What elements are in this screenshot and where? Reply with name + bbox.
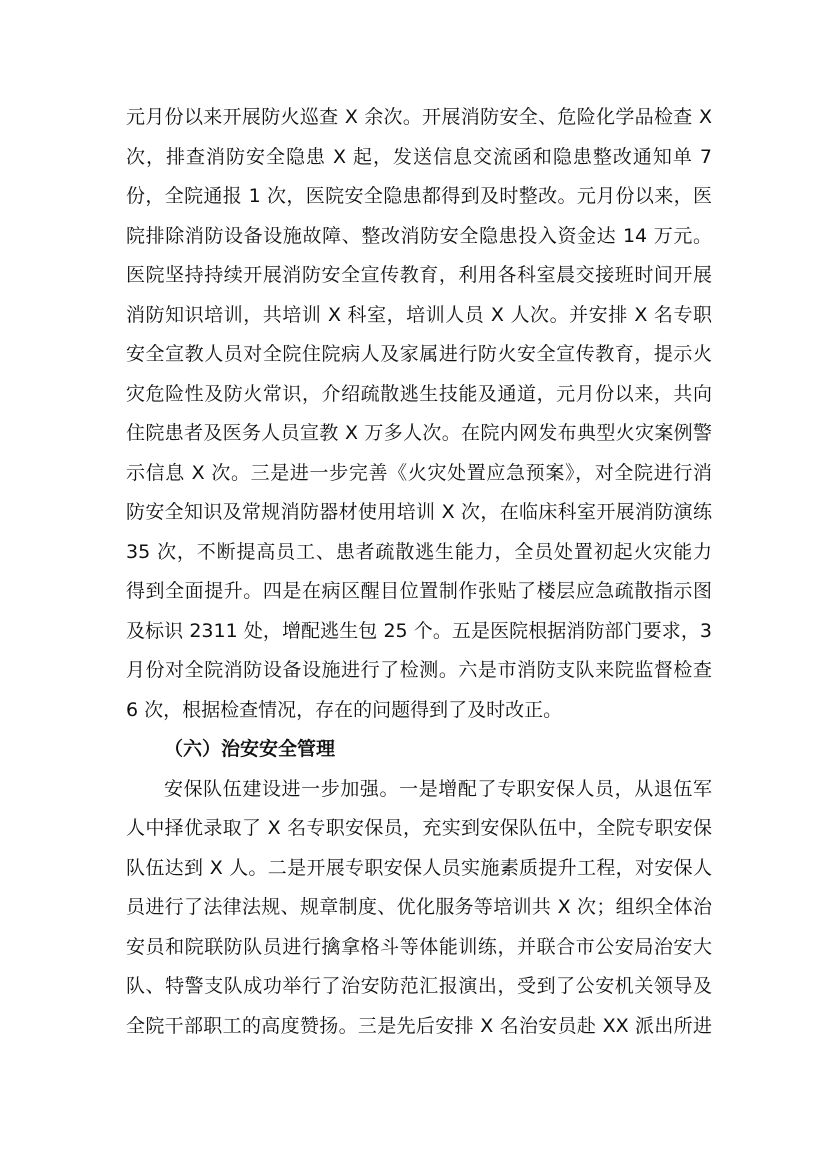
text-line: 元月份以来开展防火巡查 X 余次。开展消防安全、危险化学品检查 X xyxy=(126,106,712,128)
text-line: 6 次，根据检查情况，存在的问题得到了及时改正。 xyxy=(126,698,563,721)
text-line: 份，全院通报 1 次，医院安全隐患都得到及时整改。元月份以来，医 xyxy=(126,185,712,207)
text-line: 次，排查消防安全隐患 X 起，发送信息交流函和隐患整改通知单 7 xyxy=(126,145,712,168)
text-line: 月份对全院消防设备设施进行了检测。六是市消防支队来院监督检查 xyxy=(126,659,712,681)
text-line: 及标识 2311 处，增配逃生包 25 个。五是医院根据消防部门要求，3 xyxy=(126,619,712,642)
text-line: 得到全面提升。四是在病区醒目位置制作张贴了楼层应急疏散指示图 xyxy=(126,580,712,602)
text-line: 安保队伍建设进一步加强。一是增配了专职安保人员，从退伍军 xyxy=(164,777,712,800)
text-line: 35 次，不断提高员工、患者疏散逃生能力，全员处置初起火灾能力 xyxy=(126,540,712,563)
text-line: 安员和院联防队员进行擒拿格斗等体能训练，并联合市公安局治安大 xyxy=(126,935,712,958)
text-line: 防安全知识及常规消防器材使用培训 X 次，在临床科室开展消防演练 xyxy=(126,501,712,523)
paragraph-fire-safety xyxy=(126,98,712,730)
text-line: 医院坚持持续开展消防安全宣传教育，利用各科室晨交接班时间开展 xyxy=(126,264,712,286)
text-line: 员进行了法律法规、规章制度、优化服务等培训共 X 次；组织全体治 xyxy=(126,896,712,918)
paragraph-security xyxy=(126,770,712,1047)
document-body xyxy=(126,98,712,1046)
text-line: 人中择优录取了 X 名专职安保员，充实到安保队伍中，全院专职安保 xyxy=(126,817,712,839)
section-heading: （六）治安安全管理 xyxy=(164,738,336,760)
text-line: 队、特警支队成功举行了治安防范汇报演出，受到了公安机关领导及 xyxy=(126,975,712,997)
text-line: 安全宣教人员对全院住院病人及家属进行防火安全宣传教育，提示火 xyxy=(126,343,712,365)
text-line: 示信息 X 次。三是进一步完善《火灾处置应急预案》，对全院进行消 xyxy=(126,461,712,484)
text-line: 住院患者及医务人员宣教 X 万多人次。在院内网发布典型火灾案例警 xyxy=(126,422,712,444)
text-line: 灾危险性及防火常识，介绍疏散逃生技能及通道，元月份以来，共向 xyxy=(126,382,712,405)
text-line: 全院干部职工的高度赞扬。三是先后安排 X 名治安员赴 XX 派出所进 xyxy=(126,1014,712,1037)
text-line: 消防知识培训，共培训 X 科室，培训人员 X 人次。并安排 X 名专职 xyxy=(126,303,712,326)
text-line: 院排除消防设备设施故障、整改消防安全隐患投入资金达 14 万元。 xyxy=(126,224,712,247)
text-line: 队伍达到 X 人。二是开展专职安保人员实施素质提升工程，对安保人 xyxy=(126,856,712,879)
